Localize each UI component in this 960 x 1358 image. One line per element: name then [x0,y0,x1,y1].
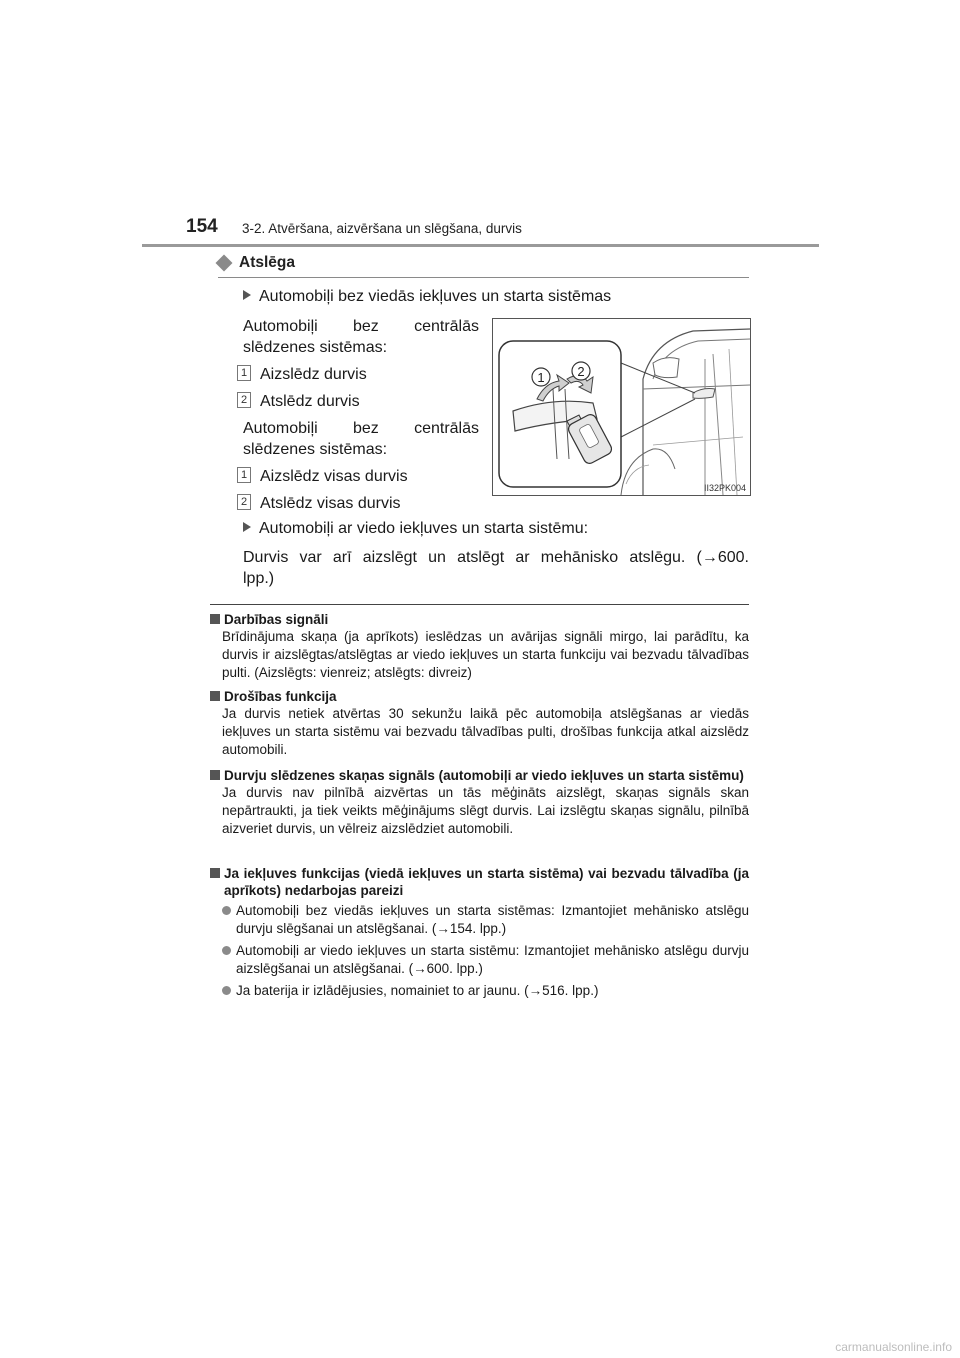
item-unlock-door: Atslēdz durvis [260,393,360,410]
mechanical-key-para-line1: Durvis var arī aizslēgt un atslēgt ar mehānisko atslēgu. (→600. [243,549,749,566]
group1-line2: slēdzenes sistēmas: [243,339,388,356]
note-door-lock-buzzer [210,767,749,838]
list-item [222,982,749,1000]
round-bullet-icon [222,946,231,955]
item-lock-door: Aizslēdz durvis [260,366,367,383]
round-bullet-icon [222,906,231,915]
callout-number-badge: 2 [237,494,251,510]
subheading-text: Automobiļi bez viedās iekļuves un starta sistēmas [259,288,612,305]
bullet-text: Ja baterija ir izlādējusies, nomainiet to ar jaunu. (→516. lpp.) [236,983,599,998]
note-title: Ja iekļuves funkcijas (viedā iekļuves un starta sistēma) vai bezvadu tālvadība (ja aprīkots) nedarbojas pareizi [224,866,749,898]
square-bullet-icon [210,868,220,878]
triangle-bullet-icon [243,522,251,532]
round-bullet-icon [222,986,231,995]
group2-line2: slēdzenes sistēmas: [243,441,388,458]
section-heading [218,254,295,272]
square-bullet-icon [210,614,220,624]
list-item [222,902,749,938]
key-illustration [492,318,751,496]
callout-number-badge: 1 [237,467,251,483]
square-bullet-icon [210,691,220,701]
note-body: Ja durvis nav pilnībā aizvērtas un tās mēģināts aizslēgt, skaņas signāls skan nepārtraukti, ja tiek veikts mēģinājums slēgt durvis. Lai izslēgtu skaņas signālu, pilnībā aizveriet durvis, un vēlreiz aizslēdziet automobili. [222,785,749,836]
note-security-function [210,688,749,759]
item-lock-all-doors: Aizslēdz visas durvis [260,468,408,485]
watermark: carmanualsonline.info [835,1340,952,1354]
subheading-text: Automobiļi ar viedo iekļuves un starta sistēmu: [259,520,589,537]
item-unlock-all-doors: Atslēdz visas durvis [260,495,401,512]
running-title: 3-2. Atvēršana, aizvēršana un slēgšana, durvis [242,221,522,236]
mechanical-key-para-line2: lpp.) [243,570,275,587]
group1-line1: Automobiļi bez centrālās [243,318,479,335]
callout-number-badge: 1 [237,365,251,381]
section-title: Atslēga [239,254,295,271]
page-number: 154 [186,216,218,237]
callout-number-badge: 2 [237,392,251,408]
note-title: Durvju slēdzenes skaņas signāls (automobiļi ar viedo iekļuves un starta sistēmu) [224,768,744,783]
figure-label-1: 1 [537,370,545,385]
subheading-smart-entry [243,518,588,539]
group2-line1: Automobiļi bez centrālās [243,420,479,437]
note-title: Drošības funkcija [224,689,337,704]
figure-label-2: 2 [577,364,585,379]
note-title: Darbības signāli [224,612,329,627]
list-item [222,942,749,978]
triangle-bullet-icon [243,290,251,300]
section-rule [218,277,749,278]
bullet-text: Automobiļi ar viedo iekļuves un starta sistēmu: Izmantojiet mehānisko atslēgu durvju aizslēgšanai un atslēgšanai. (→600. lpp.) [236,943,749,976]
header-rule [142,244,819,247]
door-key-drawing [493,319,750,495]
subheading-no-smart-entry [243,286,611,307]
bullet-list [222,902,749,1000]
note-body: Ja durvis netiek atvērtas 30 sekunžu laikā pēc automobiļa atslēgšanas ar viedās iekļuves un starta sistēmu vai bezvadu tālvadības pulti, drošības funkcija atkal aizslēdz automobili. [222,706,749,757]
note-operation-signals [210,611,749,682]
figure-code: II32PK004 [703,483,746,493]
diamond-icon [216,255,233,272]
square-bullet-icon [210,770,220,780]
note-body: Brīdinājuma skaņa (ja aprīkots) ieslēdzas un avārijas signāli mirgo, lai parādītu, ka durvis ir aizslēgtas/atslēgtas ar viedo iekļuves un starta funkciju vai bezvadu tālvadības pulti. (Aizslēgts: vienreiz; atslēgts: divreiz) [222,629,749,680]
note-malfunction [210,865,749,1000]
bullet-text: Automobiļi bez viedās iekļuves un starta sistēmas: Izmantojiet mehānisko atslēgu durvju slēgšanai un atslēgšanai. (→154. lpp.) [236,903,749,936]
notes-divider [210,604,749,605]
